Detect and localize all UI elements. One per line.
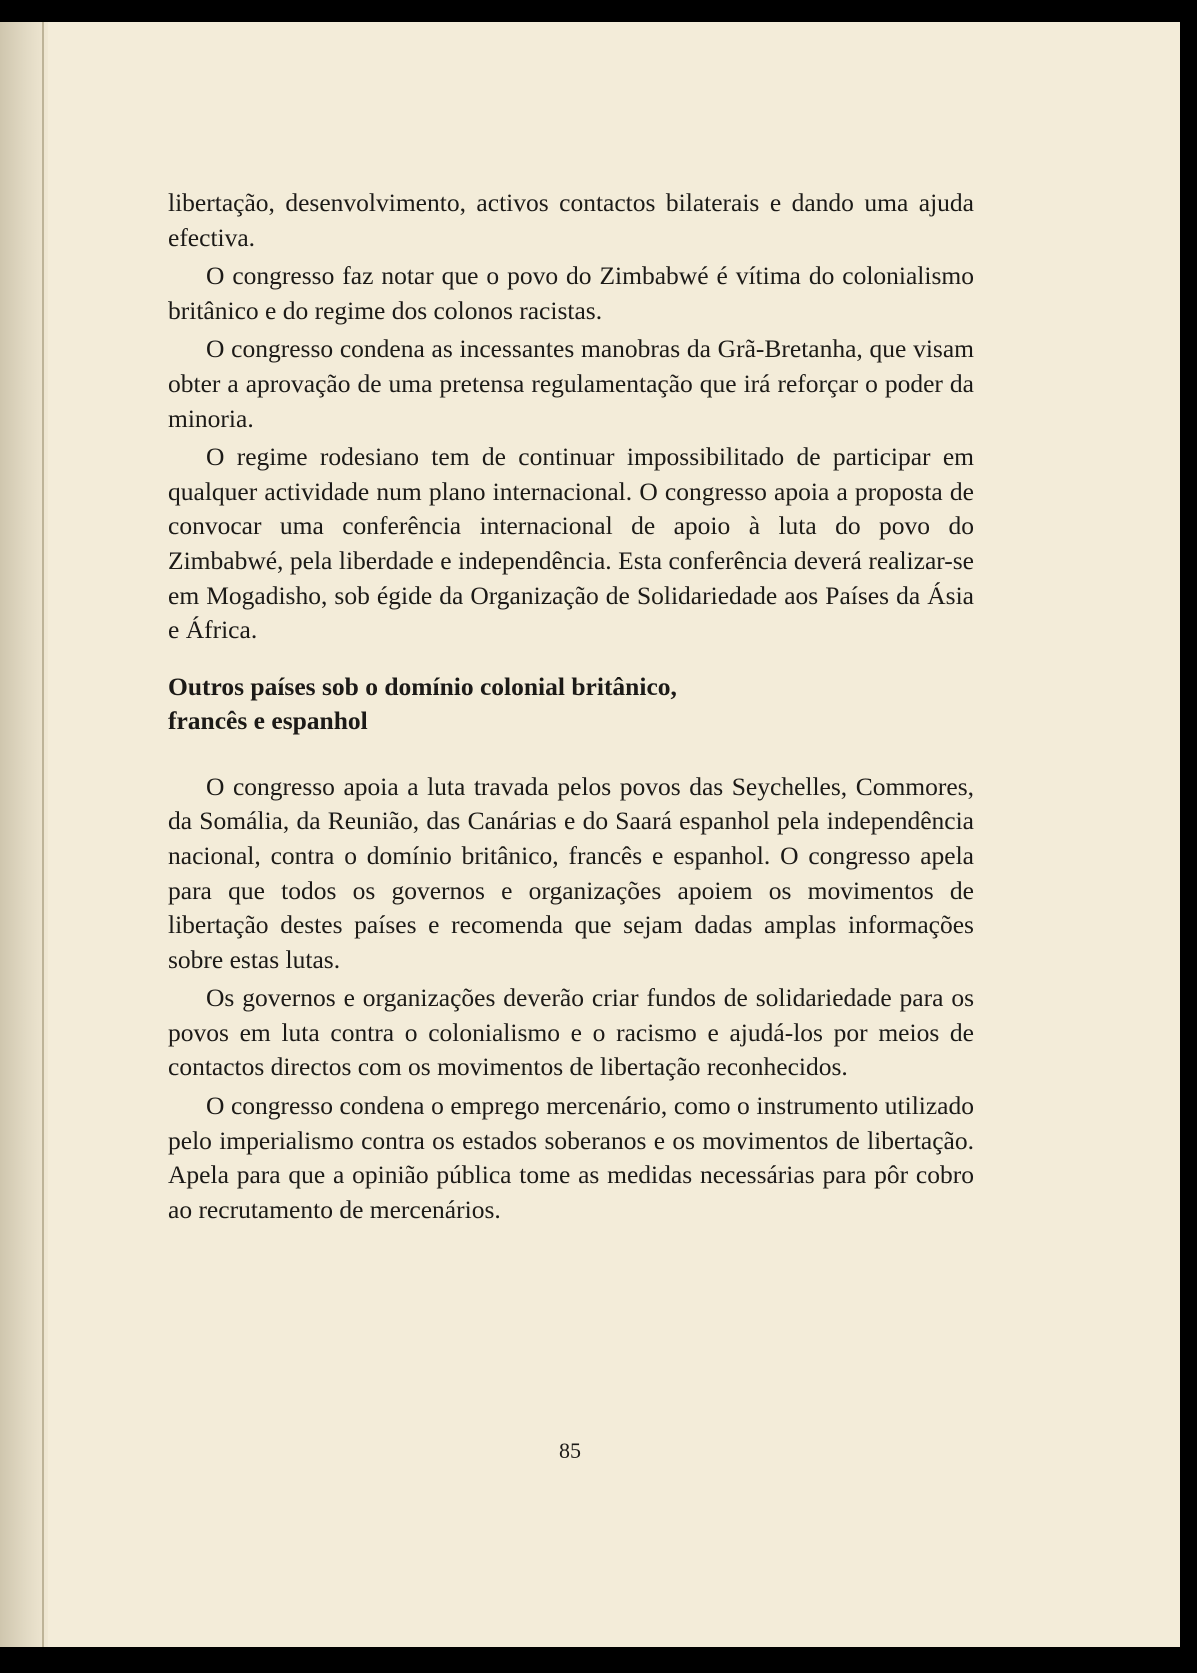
page-binding-edge — [42, 22, 44, 1647]
section-heading-line-2: francês e espanhol — [168, 705, 368, 735]
paragraph-rhodesian-regime: O regime rodesiano tem de continuar impossibilitado de participar em qualquer actividade num plano internacional. O congresso apoia a proposta de convocar uma conferência internacional de apoio à luta do povo do Zimbabwé, pela liberdade e independência. Esta conferência deverá realizar-se em Mogadisho, sob égide da Organização de Solidariedade aos Países da Ásia e África. — [168, 442, 974, 645]
section-heading — [168, 670, 974, 738]
paragraph-colonies-support: O congresso apoia a luta travada pelos povos das Seychelles, Commores, da Somália, da Reunião, das Canárias e do Saará espanhol pela independência nacional, contra o domínio britânico, francês e espanhol. O congresso apela para que todos os governos e organizações apoiem os movimentos de libertação destes países e recomenda que sejam dadas amplas informações sobre estas lutas. — [168, 771, 974, 974]
paragraph-mercenaries: O congresso condena o emprego mercenário, como o instrumento utilizado pelo imperialismo contra os estados soberanos e os movimentos de libertação. Apela para que a opinião pública tome as medidas necessárias para pôr cobro ao recrutamento de mercenários. — [168, 1091, 974, 1224]
body-text — [168, 186, 974, 1231]
paragraph-zimbabwe-colonialism: O congresso faz notar que o povo do Zimbabwé é vítima do colonialismo britânico e do regime dos colonos racistas. — [168, 261, 974, 325]
page-number: 85 — [559, 1438, 581, 1463]
paragraph-britain-manoeuvres: O congresso condena as incessantes manobras da Grã-Bretanha, que visam obter a aprovação de uma pretensa regulamentação que irá reforçar o poder da minoria. — [168, 334, 974, 433]
section-heading-line-1: Outros países sob o domínio colonial britânico, — [168, 671, 677, 701]
book-page — [0, 22, 1180, 1647]
paragraph-continued: libertação, desenvolvimento, activos contactos bilaterais e dando uma ajuda efectiva. — [168, 188, 974, 252]
page-binding-shadow — [0, 22, 48, 1647]
paragraph-solidarity-funds: Os governos e organizações deverão criar fundos de solidariedade para os povos em luta contra o colonialismo e o racismo e ajudá-los por meios de contactos directos com os movimentos de libertação reconhecidos. — [168, 983, 974, 1082]
